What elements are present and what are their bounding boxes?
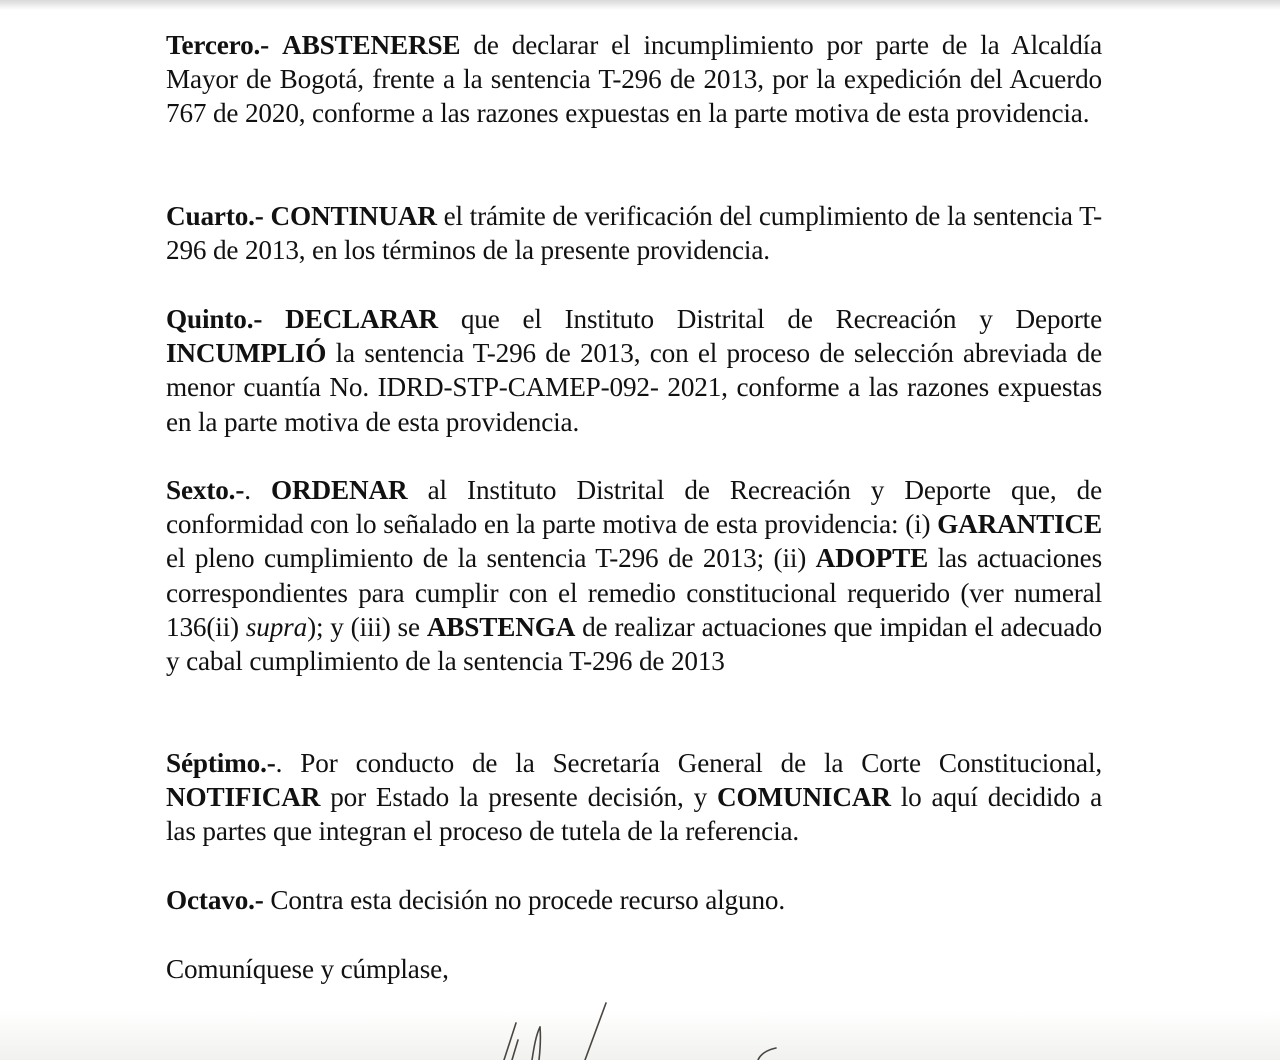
- paragraph-text: de realizar actuaciones que impidan el adecuado y cabal cumplimiento de la sentencia T-296 de 2013: [166, 611, 1102, 677]
- closing-line: [166, 952, 449, 986]
- paragraph-text: la sentencia T-296 de 2013, con el proceso de selección abreviada de menor cuantía No. IDRD-STP-CAMEP-092- 2021, conforme a las razones expuestas en la parte motiva de esta providencia.: [166, 338, 1102, 437]
- paragraph-label: Séptimo.-: [166, 748, 276, 778]
- action-verb: ABSTENGA: [426, 611, 576, 642]
- label-dot: .: [275, 748, 283, 778]
- italic-term: supra: [245, 611, 308, 642]
- paragraph-text: las actuaciones correspondientes para cumplir con el remedio constitucional requerido (ver numeral 136(ii): [166, 543, 1102, 642]
- paragraph-label: Tercero.-: [166, 30, 270, 60]
- paragraph-text: que el Instituto Distrital de Recreación y Deporte: [437, 304, 1102, 334]
- emphasis-verb: INCUMPLIÓ: [166, 338, 327, 369]
- paragraph-quinto: [166, 302, 1102, 439]
- action-verb: ABSTENERSE: [282, 30, 461, 60]
- paragraph-text: Por conducto de la Secretaría General de la Corte Constitucional,: [282, 748, 1102, 778]
- paragraph-tercero: [166, 28, 1102, 131]
- paragraph-cuarto: [166, 199, 1102, 267]
- paragraph-text: por Estado la presente decisión, y: [320, 782, 717, 813]
- label-dot: .: [244, 475, 251, 505]
- page-top-edge-shadow: [0, 0, 1280, 10]
- signature-icon: [490, 995, 810, 1060]
- paragraph-label: Octavo.-: [166, 885, 264, 915]
- paragraph-text: de declarar el incumplimiento por parte de la Alcaldía Mayor de Bogotá, frente a la sentencia T-296 de 2013, por la expedición del Acuerdo 767 de 2020, conforme a las razones expuestas en la parte motiva de esta providencia.: [166, 30, 1102, 129]
- action-verb: ADOPTE: [815, 543, 929, 574]
- action-verb: NOTIFICAR: [166, 782, 321, 813]
- action-verb: CONTINUAR: [270, 201, 437, 231]
- paragraph-text: al Instituto Distrital de Recreación y Deporte que, de conformidad con lo señalado en la parte motiva de esta providencia: (i): [166, 475, 1102, 540]
- paragraph-label: Quinto.-: [166, 304, 263, 334]
- paragraph-label: Cuarto.-: [166, 201, 264, 231]
- paragraph-label: Sexto.-: [166, 475, 245, 505]
- paragraph-text: el trámite de verificación del cumplimiento de la sentencia T-296 de 2013, en los términos de la presente providencia.: [166, 201, 1102, 266]
- paragraph-text: el pleno cumplimiento de la sentencia T-296 de 2013; (ii): [166, 543, 816, 574]
- action-verb: DECLARAR: [285, 304, 438, 334]
- action-verb: ORDENAR: [271, 475, 408, 505]
- paragraph-text: ); y (iii) se: [307, 611, 427, 642]
- action-verb: GARANTICE: [937, 509, 1102, 540]
- paragraph-septimo: [166, 746, 1102, 849]
- paragraph-octavo: [166, 883, 785, 917]
- action-verb: COMUNICAR: [716, 782, 891, 813]
- paragraph-text: lo aquí decidido a las partes que integran el proceso de tutela de la referencia.: [166, 782, 1102, 847]
- paragraph-sexto: [166, 473, 1102, 678]
- closing-text: Comuníquese y cúmplase,: [166, 954, 449, 984]
- paragraph-text: Contra esta decisión no procede recurso alguno.: [263, 885, 785, 915]
